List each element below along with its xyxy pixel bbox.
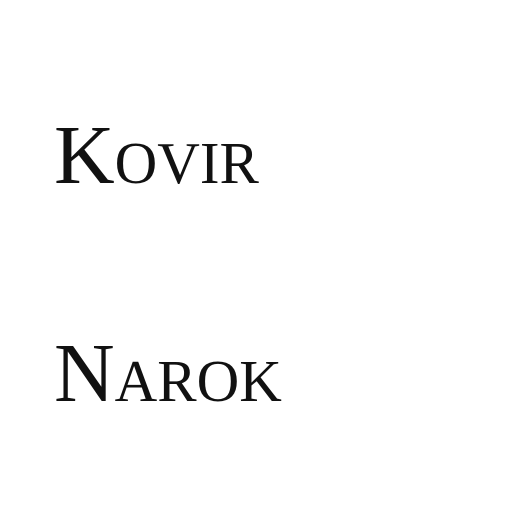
word-kovir: Kovir [54,109,259,202]
word-narok: Narok [54,327,282,420]
